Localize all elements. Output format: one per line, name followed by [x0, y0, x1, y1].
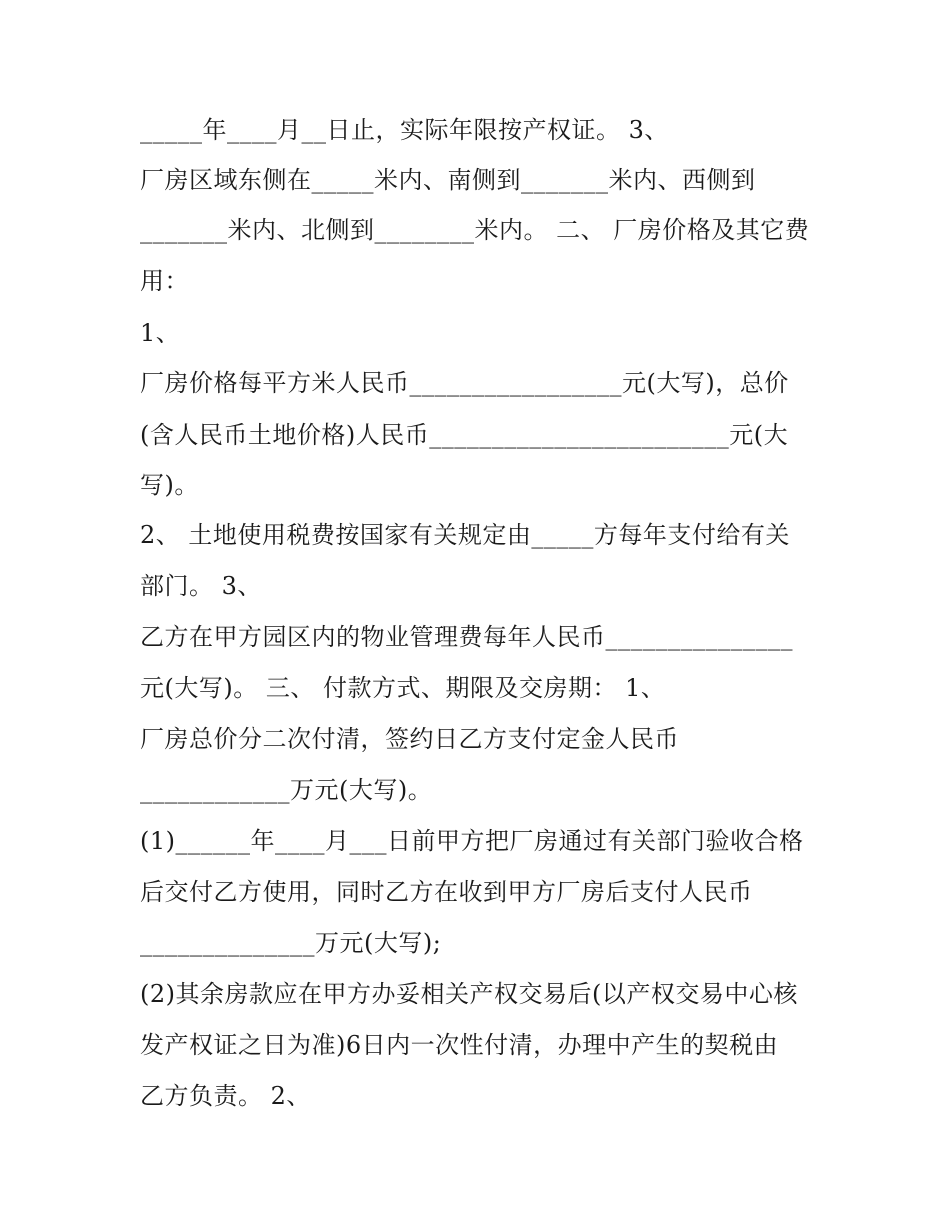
text-line-8: 写)。: [140, 471, 199, 499]
text-line-7: (含人民币土地价格)人民币________________________元(大: [140, 421, 789, 449]
text-line-19: 发产权证之日为准)6日内一次性付清，办理中产生的契税由: [140, 1031, 779, 1059]
text-line-13: 厂房总价分二次付清，签约日乙方支付定金人民币: [140, 725, 679, 753]
text-line-14: ____________万元(大写)。: [140, 776, 433, 804]
text-line-20: 乙方负责。 2、: [140, 1082, 311, 1110]
text-line-5: 1、: [140, 319, 181, 347]
text-line-17: ______________万元(大写);: [140, 929, 442, 957]
text-line-18: (2)其余房款应在甲方办妥相关产权交易后(以产权交易中心核: [140, 980, 798, 1008]
text-line-2: 厂房区域东侧在_____米内、南侧到_______米内、西侧到: [140, 166, 756, 194]
text-line-6: 厂房价格每平方米人民币_________________元(大写)，总价: [140, 369, 789, 397]
text-line-4: 用：: [140, 267, 189, 295]
text-line-3: _______米内、北侧到________米内。 二、 厂房价格及其它费: [140, 216, 810, 244]
text-line-15: (1)______年____月___日前甲方把厂房通过有关部门验收合格: [140, 827, 804, 855]
text-line-11: 乙方在甲方园区内的物业管理费每年人民币_______________: [140, 623, 793, 651]
text-line-1: _____年____月__日止，实际年限按产权证。 3、: [140, 116, 669, 144]
text-line-16: 后交付乙方使用，同时乙方在收到甲方厂房后支付人民币: [140, 878, 753, 906]
text-line-10: 部门。 3、: [140, 572, 262, 600]
text-line-9: 2、 土地使用税费按国家有关规定由_____方每年支付给有关: [140, 521, 790, 549]
text-line-12: 元(大写)。 三、 付款方式、期限及交房期： 1、: [140, 674, 666, 702]
